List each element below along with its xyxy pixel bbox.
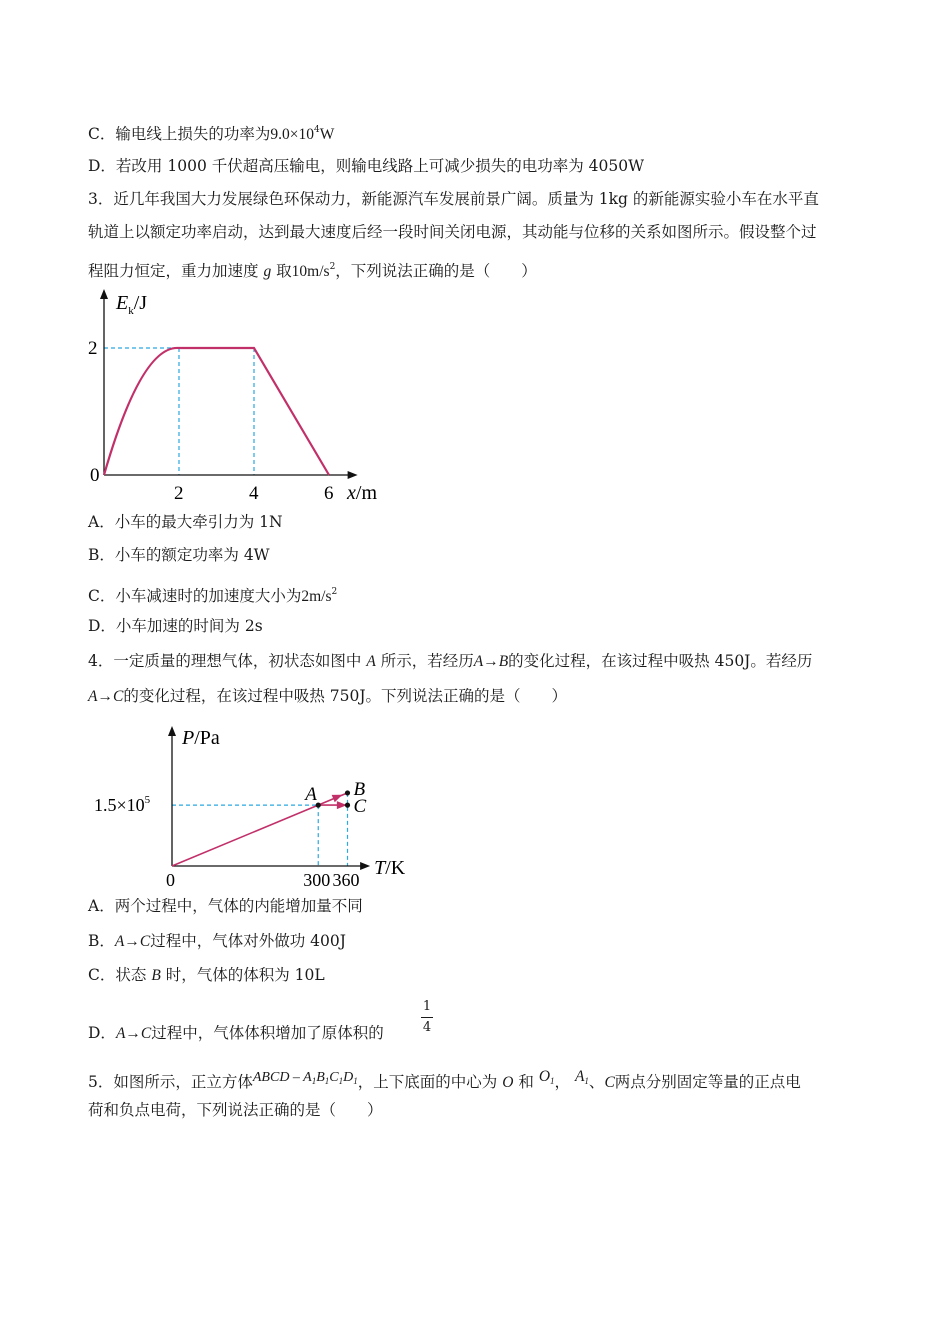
point-c	[345, 803, 350, 808]
arrow-a-b	[332, 791, 344, 802]
x-tick-label: 6	[324, 483, 334, 504]
point-label-c: C	[353, 796, 367, 818]
q2-option-d: D．若改用 1000 千伏超高压输电，则输电线路上可减少损失的电功率为 4050W	[88, 157, 645, 175]
fraction-denominator: 4	[422, 1020, 432, 1035]
y-tick-label: $1.5\times 10^5$	[94, 794, 151, 816]
x-tick-label: 4	[249, 483, 259, 504]
x-tick-label: 2	[174, 483, 184, 504]
fraction-bar	[421, 1017, 433, 1018]
q3-option-c: C．小车减速时的加速度大小为$2m/s^2$	[88, 587, 338, 605]
q4-stem-line2: A→C的变化过程，在该过程中吸热 750J。下列说法正确的是（ ）	[88, 687, 568, 705]
ek-x-chart	[80, 285, 410, 510]
x-axis-label: T/K	[374, 857, 406, 879]
cube-label: ABCD – $A_1B_1C_1D_1$	[252, 1070, 358, 1086]
q5-stem-line2: 荷和负点电荷，下列说法正确的是（ ）	[88, 1101, 383, 1119]
q4-option-a: A．两个过程中，气体的内能增加量不同	[88, 897, 363, 915]
origin-label: 0	[166, 870, 175, 890]
ek-curve	[104, 348, 329, 475]
x-tick-label: 360	[332, 870, 360, 890]
p-t-chart	[88, 722, 418, 892]
origin-label: 0	[90, 465, 100, 486]
q4-stem-line1: 4．一定质量的理想气体，初状态如图中 A 所示，若经历A→B的变化过程，在该过程中吸热 450J。若经历	[88, 652, 813, 670]
y-tick-label: 2	[88, 338, 98, 359]
q5-stem-line1: 5．如图所示，正立方体ABCD – $A_1B_1C_1D_1$，上下底面的中心为 O 和 $O_1$， $A_1$、C两点分别固定等量的正点电	[88, 1068, 801, 1091]
y-axis-label: P/Pa	[182, 727, 220, 749]
line-o-b	[172, 793, 348, 866]
q2-option-c: C．输电线上损失的功率为$9.0\times 10^4W$	[88, 125, 335, 143]
x-axis-arrow	[348, 471, 358, 479]
y-axis-label: $E_k/J$	[116, 292, 148, 317]
point-label-b: B	[353, 778, 366, 800]
q3-stem-line2: 轨道上以额定功率启动，达到最大速度后经一段时间关闭电源，其动能与位移的关系如图所示。假设整个过	[88, 223, 817, 241]
point-b	[345, 790, 350, 795]
x-axis-arrow	[360, 862, 370, 870]
x-tick-label: 300	[303, 870, 331, 890]
x-axis-label: x/m	[347, 482, 378, 504]
fraction-numerator: 1	[422, 999, 432, 1014]
q3-option-d: D．小车加速的时间为 2s	[88, 617, 263, 635]
y-axis-arrow	[168, 726, 176, 736]
q4-option-d: D．A→C过程中，气体体积增加了原体积的	[88, 1024, 384, 1042]
q3-stem-line3: 程阻力恒定，重力加速度 g 取$10m/s^2$，下列说法正确的是（ ）	[88, 262, 537, 280]
q3-stem-line1: 3．近几年我国大力发展绿色环保动力，新能源汽车发展前景广阔。质量为 1kg 的新能源实验小车在水平直	[88, 190, 819, 208]
q4-option-b: B．A→C过程中，气体对外做功 400J	[88, 932, 346, 950]
q3-option-b: B．小车的额定功率为 4W	[88, 546, 270, 564]
q3-option-a: A．小车的最大牵引力为 1N	[88, 513, 283, 531]
q4-option-c: C．状态 B 时，气体的体积为 10L	[88, 966, 325, 984]
point-label-a: A	[305, 784, 317, 806]
y-axis-arrow	[100, 289, 108, 299]
